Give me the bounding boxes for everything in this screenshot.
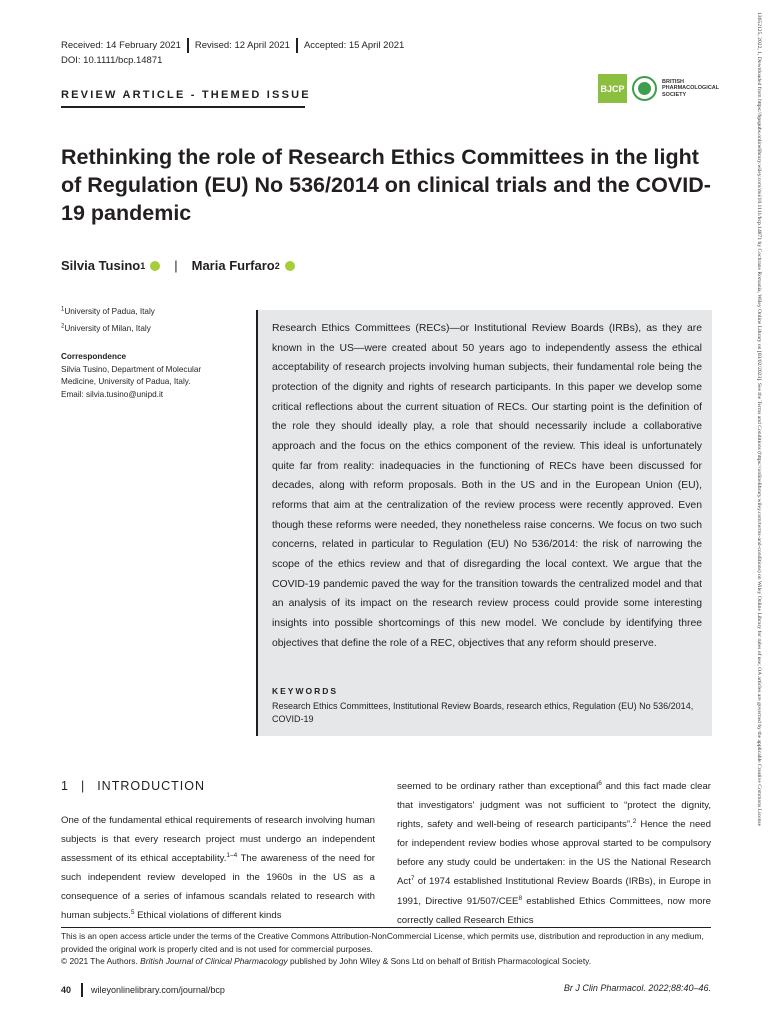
citation-ref[interactable]: 8 [518,894,523,902]
footer-rule [61,927,711,928]
section-label: REVIEW ARTICLE - THEMED ISSUE [61,89,311,101]
footer-separator [81,983,83,997]
orcid-icon[interactable] [285,261,295,271]
body-column-left [61,811,375,926]
section-heading [61,779,205,793]
copyright-suffix: published by John Wiley & Sons Ltd on behalf of British Pharmacological Society. [287,956,592,966]
section-number: 1 [61,779,69,793]
body-column-right [397,777,711,930]
citation-ref[interactable]: 7 [410,875,415,883]
author-name[interactable]: Maria Furfaro [191,258,275,273]
affiliation [61,324,151,333]
section-rule [61,106,305,108]
citation-ref[interactable]: 2 [632,818,637,825]
citation-ref[interactable]: 6 [598,779,602,787]
society-line: SOCIETY [662,91,687,98]
society-line: PHARMACOLOGICAL [662,85,720,92]
affiliation-sup: 2 [61,323,65,330]
author-list: Silvia Tusino 1 | Maria Furfaro 2 [61,258,295,273]
society-name [662,79,719,99]
section-separator: | [80,779,86,793]
body-text: The awareness of the need for such independent review developed in the 1960s in the US as a consequence of a series of infamous scandals related to research with human subjects. [61,853,375,922]
journal-url[interactable]: wileyonlinelibrary.com/journal/bcp [91,985,225,995]
download-notice[interactable]: 13652125, 2022, 1, Downloaded from https://bpspubs.onlinelibrary.wiley.com/doi/10.1111/bcp.14871 by Cochrane Romania, Wiley Online Library on [03/02/2023]. See the Terms and Conditions (https://onlinelibrary.wiley.com/terms-and-conditions) on Wiley Online Library for rules of use; OA articles are governed by the applicable Creative Commons License [756,12,762,827]
body-text: seemed to be ordinary rather than exceptional [397,781,599,792]
journal-citation: Br J Clin Pharmacol. 2022;88:40–46. [563,983,711,993]
affiliation-text: University of Padua, Italy [64,307,155,316]
bjcp-badge: BJCP [598,74,627,103]
correspondence-email[interactable]: Email: silvia.tusino@unipd.it [61,389,164,399]
affiliation-text: University of Milan, Italy [64,324,151,333]
license-footer [61,930,711,968]
correspondence-line: Medicine, University of Padua, Italy. [61,377,191,386]
citation-ref[interactable]: 1–4 [226,852,238,859]
abstract-text: Research Ethics Committees (RECs)—or Institutional Review Boards (IRBs), as they are known in the US—were created about 50 years ago to independently assess the ethical acceptability of research projects involving human subjects, their fundamental role being the protection of the dignity and rights of research participants. In this paper we develop some critical reflections about the current situation of RECs. Our starting point is the definition of the role they should ideally play, a role that should necessarily include a collaborative approach and the focus on the ethics component of the review. This ideal is unfortunately quite far from reality: inadequacies in the functioning of RECs have been discussed for decades, along with reform proposals. Both in the US and in the European Union (EU), reforms that aim at the centralization of the review process were recently approved. Even though these reforms were needed, they nonetheless raise concerns. We focus on two such concerns, related in particular to Regulation (EU) No 536/2014: the risk of narrowing the scope of the ethics review and that of disregarding the local context. We argue that the COVID-19 pandemic paved the way for the transition towards the centralized model and that an analysis of its impact on the research review process could provide some interesting insights into possible shortcomings of this new model. We conclude by identifying three objectives that define the role of a REC, objectives that any reform should preserve. [272,323,702,649]
correspondence-heading: Correspondence [61,352,127,361]
bps-logo-icon [632,76,657,101]
page-footer [61,983,225,997]
body-text: Ethical violations of different kinds [134,910,282,922]
citation-ref[interactable]: 5 [130,909,135,917]
author-separator: | [174,258,178,273]
society-line: BRITISH [662,78,684,85]
copyright-prefix: © 2021 The Authors. [61,956,141,966]
journal-name: British Journal of Clinical Pharmacology [140,956,288,966]
journal-logo [598,74,719,103]
received-date: Received: 14 February 2021 [61,40,181,51]
copyright-line [61,955,711,968]
article-dates [61,38,410,53]
keywords-heading: KEYWORDS [272,686,339,696]
body-text: and this fact made clear that investigators' judgment was not sufficient to “protect the dignity, rights, safety and well-being of research participants”. [397,781,711,831]
correspondence-line: Silvia Tusino, Department of Molecular [61,364,202,374]
body-text: Hence the need for independent review bodies whose approval started to be compulsory before any study could be undertaken: in the US the National Research Act [397,819,711,888]
accepted-date: Accepted: 15 April 2021 [303,40,405,51]
author-name[interactable]: Silvia Tusino [61,258,141,273]
article-title: Rethinking the role of Research Ethics Committees in the light of Regulation (EU) No 536/2014 on clinical trials and the COVID-19 pandemic [61,145,711,225]
license-text: This is an open access article under the terms of the Creative Commons Attribution-NonCommercial License, which permits use, distribution and reproduction in any medium, provided the original work is properly cited and is not used for commercial purposes. [61,931,704,954]
download-sidebar [752,12,762,1012]
body-text: of 1974 established Institutional Review Boards (IRBs), in Europe in 1991, Directive 91/507/CEE [397,876,711,907]
body-text: One of the fundamental ethical requirements of research involving human subjects is that every research project must undergo an independent assessment of its ethical acceptability. [61,815,375,865]
orcid-icon[interactable] [150,261,160,271]
doi[interactable]: DOI: 10.1111/bcp.14871 [61,55,163,66]
correspondence [61,351,201,401]
affiliation-sup: 1 [61,306,65,313]
affiliation [61,307,155,316]
section-title: INTRODUCTION [97,779,206,793]
keywords: Research Ethics Committees, Institutional Review Boards, research ethics, Regulation (EU) No 536/2014, COVID-19 [272,701,694,724]
body-text: established Ethics Committees, now more correctly called Research Ethics [397,895,712,926]
revised-date: Revised: 12 April 2021 [194,40,290,51]
page-number: 40 [61,985,72,995]
